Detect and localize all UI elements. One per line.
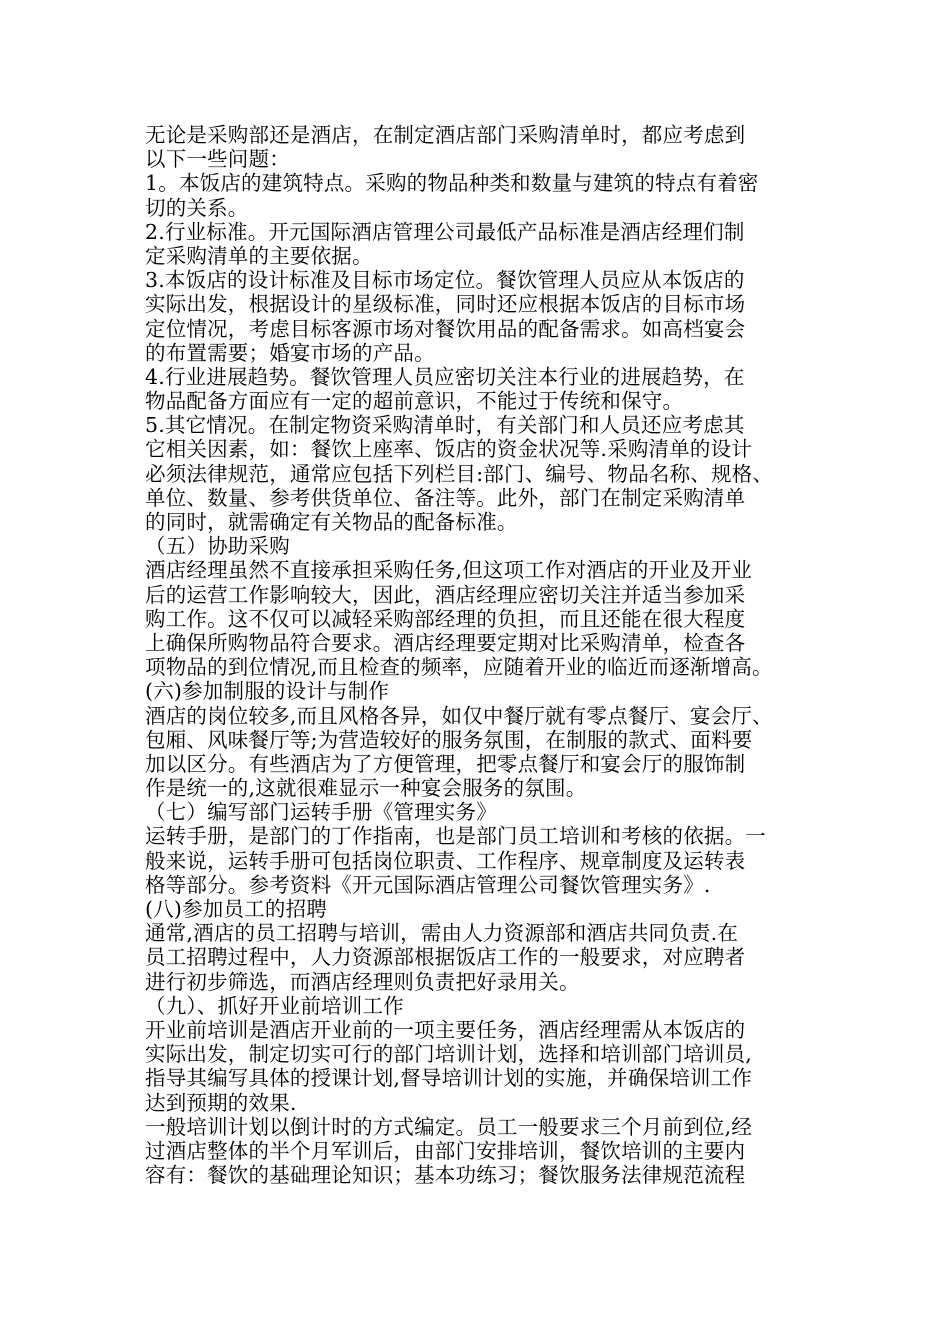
text-line: 一般培训计划以倒计时的方式编定。员工一般要求三个月前到位,经	[145, 1114, 753, 1139]
text-line: 实际出发，制定切实可行的部门培训计划，选择和培训部门培训员,	[145, 1042, 753, 1067]
section-heading: （五）协助采购	[145, 534, 290, 559]
text-line: 开业前培训是酒店开业前的一项主要任务，酒店经理需从本饭店的	[145, 1017, 746, 1042]
text-line: 定位情况，考虑目标客源市场对餐饮用品的配备需求。如高档宴会	[145, 316, 746, 341]
text-line: 物品配备方面应有一定的超前意识，不能过于传统和保守。	[145, 389, 684, 414]
text-line: 单位、数量、参考供货单位、备注等。此外，部门在制定采购清单	[145, 485, 746, 510]
text-line: 它相关因素，如：餐饮上座率、饭店的资金状况等.采购清单的设计	[145, 437, 753, 462]
text-line: 般来说，运转手册可包括岗位职责、工作程序、规章制度及运转表	[145, 848, 746, 873]
text-line: 包厢、风味餐厅等;为营造较好的服务氛围，在制服的款式、面料要	[145, 727, 753, 752]
text-line: 作是统一的,这就很难显示一种宴会服务的氛围。	[145, 776, 587, 801]
text-line: 2.行业标准。开元国际酒店管理公司最低产品标准是酒店经理们制	[145, 219, 745, 244]
section-heading: (六)参加制服的设计与制作	[145, 679, 390, 704]
text-line: 切的关系。	[145, 195, 249, 220]
text-line: 酒店经理虽然不直接承担采购任务,但这项工作对酒店的开业及开业	[145, 558, 753, 583]
text-line: 进行初步筛选，而酒店经理则负责把好录用关。	[145, 969, 580, 994]
text-line: 指导其编写具体的授课计划,督导培训计划的实施，并确保培训工作	[145, 1066, 753, 1091]
text-line: 的同时，就需确定有关物品的配备标准。	[145, 510, 518, 534]
text-line: 无论是采购部还是酒店，在制定酒店部门采购清单时，都应考虑到	[145, 123, 746, 147]
section-heading: （九）、抓好开业前培训工作	[145, 993, 404, 1018]
text-line: 定采购清单的主要依据。	[145, 243, 373, 268]
text-line: 格等部分。参考资料《开元国际酒店管理公司餐饮管理实务》.	[145, 872, 711, 897]
text-line: 过酒店整体的半个月军训后，由部门安排培训，餐饮培训的主要内	[145, 1138, 746, 1163]
text-line: 通常,酒店的员工招聘与培训，需由人力资源部和酒店共同负责.在	[145, 921, 739, 946]
text-line: 5.其它情况。在制定物资采购清单时，有关部门和人员还应考虑其	[145, 413, 745, 438]
section-heading: （七）编写部门运转手册《管理实务》	[145, 800, 497, 825]
text-line: 项物品的到位情况,而且检查的频率，应随着开业的临近而逐渐增高。	[145, 655, 773, 680]
document-body	[145, 123, 815, 1187]
text-line: 达到预期的效果.	[145, 1090, 297, 1115]
text-line: 1。本饭店的建筑特点。采购的物品种类和数量与建筑的特点有着密	[145, 171, 759, 196]
text-line: 员工招聘过程中，人力资源部根据饭店工作的一般要求，对应聘者	[145, 945, 746, 970]
text-line: 上确保所购物品符合要求。酒店经理要定期对比采购清单，检查各	[145, 630, 746, 655]
text-line: 容有：餐饮的基础理论知识；基本功练习；餐饮服务法律规范流程	[145, 1163, 746, 1188]
text-line: 加以区分。有些酒店为了方便管理，把零点餐厅和宴会厅的服饰制	[145, 751, 746, 776]
text-line: 酒店的岗位较多,而且风格各异，如仅中餐厅就有零点餐厅、宴会厅、	[145, 703, 773, 728]
text-line: 必须法律规范，通常应包括下列栏目:部门、编号、物品名称、规格、	[145, 461, 774, 486]
text-line: 以下一些问题：	[145, 147, 290, 172]
text-line: 3.本饭店的设计标准及目标市场定位。餐饮管理人员应从本饭店的	[145, 268, 745, 293]
section-heading: (八)参加员工的招聘	[145, 897, 327, 921]
text-line: 后的运营工作影响较大，因此，酒店经理应密切关注并适当参加采	[145, 582, 746, 607]
text-line: 运转手册，是部门的丁作指南，也是部门员工培训和考核的依据。一	[145, 824, 766, 849]
text-line: 4.行业进展趋势。餐饮管理人员应密切关注本行业的进展趋势，在	[145, 364, 745, 389]
text-line: 的布置需要；婚宴市场的产品。	[145, 340, 435, 365]
text-line: 购工作。这不仅可以减轻采购部经理的负担，而且还能在很大程度	[145, 606, 746, 631]
text-line: 实际出发，根据设计的星级标准，同时还应根据本饭店的目标市场	[145, 292, 746, 317]
